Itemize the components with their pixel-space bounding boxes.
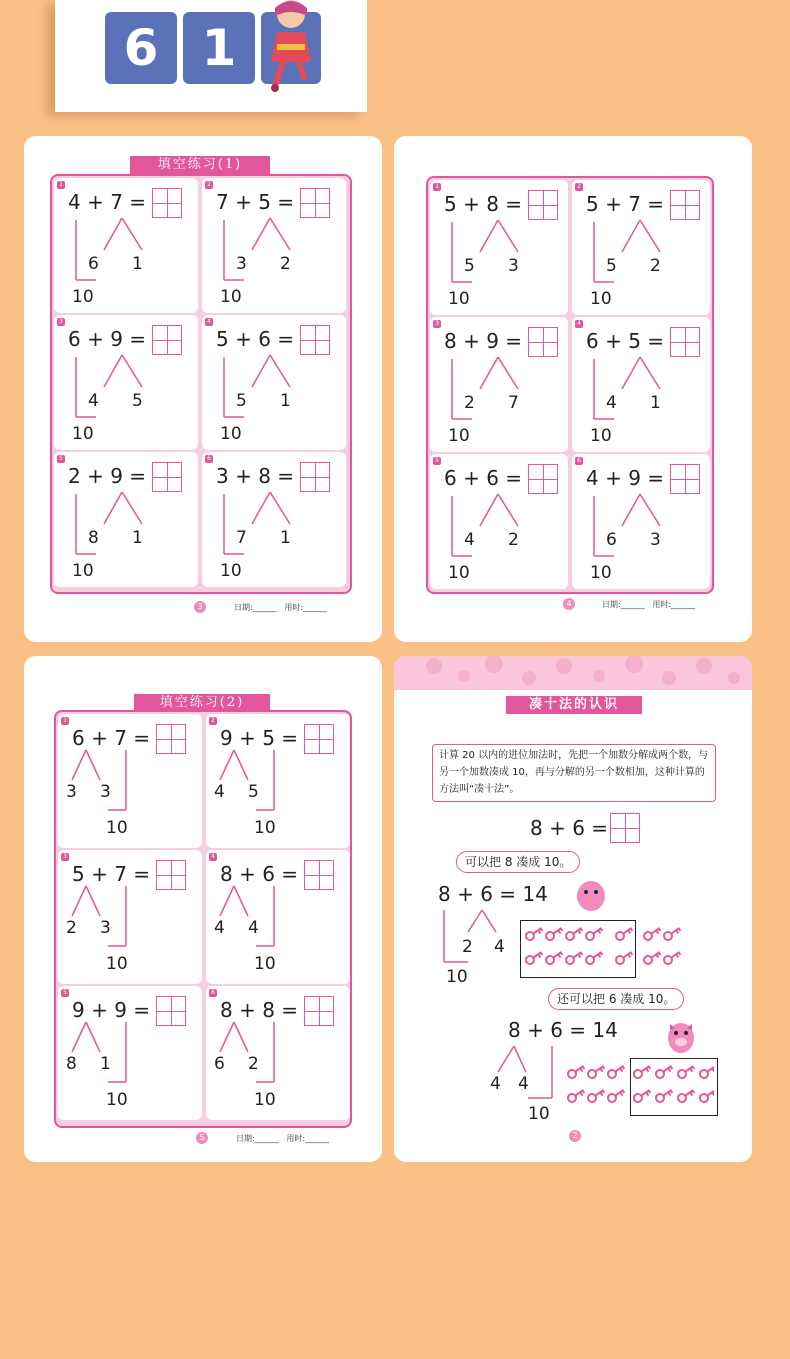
book-cover — [55, 0, 367, 112]
speech-bubble: 还可以把 6 凑成 10。 — [548, 988, 684, 1010]
page-number: 4 — [563, 598, 575, 610]
problem-cell — [58, 986, 202, 1120]
key-icon — [586, 1087, 605, 1104]
decomposition-left: 6 — [214, 1054, 225, 1074]
decomposition-right: 4 — [248, 918, 259, 938]
problem-expression: 6 + 6 = — [444, 466, 523, 490]
time-label: 用时: — [284, 603, 304, 612]
decomposition-ten: 10 — [448, 426, 470, 446]
answer-box[interactable] — [610, 813, 640, 843]
decomposition-left: 8 — [66, 1054, 77, 1074]
problem-index: 4 — [575, 320, 583, 328]
answer-box[interactable] — [528, 464, 558, 494]
example2-expression: 8 + 6 = 14 — [508, 1018, 618, 1042]
decomposition-right: 3 — [508, 256, 519, 276]
problem-expression: 9 + 5 = — [220, 726, 299, 750]
problem-cell — [202, 452, 346, 587]
decomposition-right: 4 — [494, 937, 505, 957]
decomposition-left: 2 — [462, 937, 473, 957]
decomposition-tree — [218, 218, 308, 298]
decomposition-ten: 10 — [106, 818, 128, 838]
decomposition-left: 5 — [464, 256, 475, 276]
key-icon — [632, 1063, 651, 1080]
decomposition-tree — [588, 494, 678, 574]
problem-index: 6 — [575, 457, 583, 465]
problem-expression: 5 + 7 = — [72, 862, 151, 886]
footer: 日期:______ 用时:______ — [602, 600, 696, 609]
decomposition-tree — [70, 218, 160, 298]
page-number: 2 — [569, 1130, 581, 1142]
pink-pig-icon — [664, 1016, 698, 1056]
example1-expression: 8 + 6 = 14 — [438, 882, 548, 906]
decomposition-right: 1 — [280, 391, 291, 411]
problem-index: 1 — [57, 181, 65, 189]
decomposition-right: 2 — [508, 530, 519, 550]
decomposition-left: 2 — [464, 393, 475, 413]
problem-cell — [206, 850, 350, 984]
decomposition-ten: 10 — [106, 954, 128, 974]
problem-expression: 8 + 8 = — [220, 998, 299, 1022]
problem-index: 2 — [575, 183, 583, 191]
decomposition-tree — [218, 492, 308, 572]
problem-index: 5 — [61, 989, 69, 997]
problem-expression: 2 + 9 = — [68, 464, 147, 488]
decomposition-left: 4 — [88, 391, 99, 411]
problem-expression: 9 + 9 = — [72, 998, 151, 1022]
decomposition-left: 3 — [236, 254, 247, 274]
answer-box[interactable] — [300, 188, 330, 218]
problem-expression: 5 + 6 = — [216, 327, 295, 351]
page-number: 3 — [194, 601, 206, 613]
problem-expression: 8 + 9 = — [444, 329, 523, 353]
decomposition-tree — [70, 492, 160, 572]
answer-box[interactable] — [156, 724, 186, 754]
answer-box[interactable] — [300, 462, 330, 492]
decomposition-tree — [70, 355, 160, 435]
decomposition-right: 3 — [650, 530, 661, 550]
main-expression: 8 + 6 = — [530, 816, 609, 840]
lesson-intro: 计算 20 以内的进位加法时，先把一个加数分解成两个数，与另一个加数凑成 10，再与分解的另一个数相加，这种计算的方法叫“凑十法”。 — [432, 744, 716, 802]
decomposition-tree — [446, 494, 536, 574]
problem-cell — [58, 850, 202, 984]
problem-index: 2 — [205, 181, 213, 189]
decomposition-left: 6 — [606, 530, 617, 550]
decomposition-ten: 10 — [254, 1090, 276, 1110]
problem-expression: 4 + 7 = — [68, 190, 147, 214]
problem-cell — [58, 714, 202, 848]
key-icon — [564, 925, 583, 942]
lesson-page — [394, 656, 752, 1162]
date-label: 日期: — [602, 600, 621, 609]
pink-bird-icon — [574, 874, 608, 914]
answer-box[interactable] — [300, 325, 330, 355]
key-icon — [614, 949, 633, 966]
key-icon — [584, 925, 603, 942]
key-icon — [544, 949, 563, 966]
footer: 日期:______ 用时:______ — [234, 603, 328, 612]
problem-expression: 8 + 6 = — [220, 862, 299, 886]
problem-expression: 6 + 9 = — [68, 327, 147, 351]
answer-box[interactable] — [152, 462, 182, 492]
key-icon — [524, 925, 543, 942]
decomposition-right: 3 — [100, 918, 111, 938]
decomposition-left: 2 — [66, 918, 77, 938]
decomposition-left: 5 — [236, 391, 247, 411]
problem-cell — [206, 714, 350, 848]
key-icons — [564, 1060, 714, 1116]
decomposition-ten: 10 — [590, 289, 612, 309]
key-icon — [676, 1087, 695, 1104]
problem-expression: 4 + 9 = — [586, 466, 665, 490]
date-label: 日期: — [234, 603, 253, 612]
problem-index: 2 — [209, 717, 217, 725]
page-number: 5 — [196, 1132, 208, 1144]
decomposition-right: 7 — [508, 393, 519, 413]
decomposition-tree — [446, 357, 536, 437]
decomposition-ten: 10 — [590, 563, 612, 583]
answer-box[interactable] — [670, 327, 700, 357]
problem-cell — [572, 180, 710, 315]
key-icon — [698, 1087, 714, 1104]
decomposition-left: 4 — [214, 782, 225, 802]
key-icon — [662, 949, 681, 966]
key-icon — [524, 949, 543, 966]
answer-box[interactable] — [528, 327, 558, 357]
problem-cell — [54, 452, 198, 587]
problem-index: 6 — [209, 989, 217, 997]
problem-index: 3 — [57, 318, 65, 326]
decomposition-right: 2 — [248, 1054, 259, 1074]
decomposition-right: 5 — [132, 391, 143, 411]
key-icon — [654, 1063, 673, 1080]
key-icon — [584, 949, 603, 966]
problem-expression: 5 + 7 = — [586, 192, 665, 216]
worksheet-page — [24, 656, 382, 1162]
problem-cell — [202, 178, 346, 313]
cover-tile: 6 — [105, 12, 177, 84]
decomposition-right: 1 — [650, 393, 661, 413]
problem-cell — [430, 317, 568, 452]
key-icon — [606, 1087, 625, 1104]
decomposition-left: 4 — [606, 393, 617, 413]
decomposition-tree — [218, 355, 308, 435]
decomposition-left: 3 — [66, 782, 77, 802]
decomposition-right: 2 — [650, 256, 661, 276]
decomposition-tree — [588, 220, 678, 300]
worksheet-page — [394, 136, 752, 642]
answer-box[interactable] — [152, 325, 182, 355]
lesson-title: 凑十法的认识 — [506, 696, 642, 714]
key-icon — [614, 925, 633, 942]
key-icon — [698, 1063, 714, 1080]
key-icon — [632, 1087, 651, 1104]
decomposition-ten: 10 — [220, 287, 242, 307]
decomposition-left: 8 — [88, 528, 99, 548]
problem-cell — [54, 178, 198, 313]
key-icon — [566, 1087, 585, 1104]
answer-box[interactable] — [670, 190, 700, 220]
key-icons — [522, 922, 682, 978]
problem-cell — [54, 315, 198, 450]
decomposition-ten: 10 — [254, 818, 276, 838]
date-label: 日期: — [236, 1134, 255, 1143]
time-label: 用时: — [652, 600, 672, 609]
decomposition-ten: 10 — [448, 563, 470, 583]
problem-index: 6 — [205, 455, 213, 463]
key-icon — [544, 925, 563, 942]
decomposition-left: 4 — [490, 1074, 501, 1094]
decomposition-right: 5 — [248, 782, 259, 802]
answer-box[interactable] — [304, 860, 334, 890]
problem-index: 1 — [433, 183, 441, 191]
cartoon-girl-icon — [255, 0, 325, 92]
decomposition-ten: 10 — [446, 967, 468, 987]
decomposition-left: 7 — [236, 528, 247, 548]
problem-cell — [430, 454, 568, 589]
bubble-pattern-icon — [394, 656, 752, 690]
key-icon — [676, 1063, 695, 1080]
decomposition-tree — [588, 357, 678, 437]
key-icon — [642, 925, 661, 942]
worksheet-page — [24, 136, 382, 642]
answer-box[interactable] — [156, 996, 186, 1026]
decomposition-ten: 10 — [528, 1104, 550, 1124]
problem-index: 3 — [433, 320, 441, 328]
page-title: 填空练习(1) — [130, 156, 270, 174]
problem-index: 1 — [61, 717, 69, 725]
decomposition-left: 4 — [214, 918, 225, 938]
wavy-header-decoration — [394, 656, 752, 690]
decomposition-right: 1 — [132, 528, 143, 548]
time-label: 用时: — [286, 1134, 306, 1143]
decomposition-right: 1 — [280, 528, 291, 548]
problem-expression: 7 + 5 = — [216, 190, 295, 214]
decomposition-right: 1 — [100, 1054, 111, 1074]
decomposition-ten: 10 — [72, 287, 94, 307]
page-title: 填空练习(2) — [134, 694, 270, 712]
decomposition-ten: 10 — [220, 561, 242, 581]
answer-box[interactable] — [528, 190, 558, 220]
key-icon — [564, 949, 583, 966]
answer-box[interactable] — [304, 724, 334, 754]
decomposition-left: 4 — [464, 530, 475, 550]
problem-cell — [572, 454, 710, 589]
problem-expression: 5 + 8 = — [444, 192, 523, 216]
answer-box[interactable] — [152, 188, 182, 218]
key-icon — [642, 949, 661, 966]
problem-cell — [430, 180, 568, 315]
answer-box[interactable] — [670, 464, 700, 494]
problem-index: 4 — [209, 853, 217, 861]
problem-expression: 6 + 5 = — [586, 329, 665, 353]
decomposition-ten: 10 — [590, 426, 612, 446]
decomposition-ten: 10 — [72, 424, 94, 444]
decomposition-ten: 10 — [254, 954, 276, 974]
problem-index: 4 — [205, 318, 213, 326]
cover-tile: 1 — [183, 12, 255, 84]
decomposition-ten: 10 — [72, 561, 94, 581]
problem-expression: 3 + 8 = — [216, 464, 295, 488]
footer: 日期:______ 用时:______ — [236, 1134, 330, 1143]
problem-index: 5 — [57, 455, 65, 463]
decomposition-right: 3 — [100, 782, 111, 802]
decomposition-ten: 10 — [106, 1090, 128, 1110]
answer-box[interactable] — [156, 860, 186, 890]
problem-index: 5 — [433, 457, 441, 465]
decomposition-ten: 10 — [220, 424, 242, 444]
problem-index: 3 — [61, 853, 69, 861]
problem-cell — [206, 986, 350, 1120]
key-icon — [654, 1087, 673, 1104]
key-icon — [606, 1063, 625, 1080]
key-icon — [662, 925, 681, 942]
decomposition-left: 6 — [88, 254, 99, 274]
decomposition-right: 1 — [132, 254, 143, 274]
key-icon — [566, 1063, 585, 1080]
problem-cell — [202, 315, 346, 450]
decomposition-right: 2 — [280, 254, 291, 274]
problem-expression: 6 + 7 = — [72, 726, 151, 750]
answer-box[interactable] — [304, 996, 334, 1026]
key-icon — [586, 1063, 605, 1080]
decomposition-ten: 10 — [448, 289, 470, 309]
decomposition-tree — [446, 220, 536, 300]
speech-bubble: 可以把 8 凑成 10。 — [456, 851, 580, 873]
decomposition-right: 4 — [518, 1074, 529, 1094]
decomposition-left: 5 — [606, 256, 617, 276]
problem-cell — [572, 317, 710, 452]
